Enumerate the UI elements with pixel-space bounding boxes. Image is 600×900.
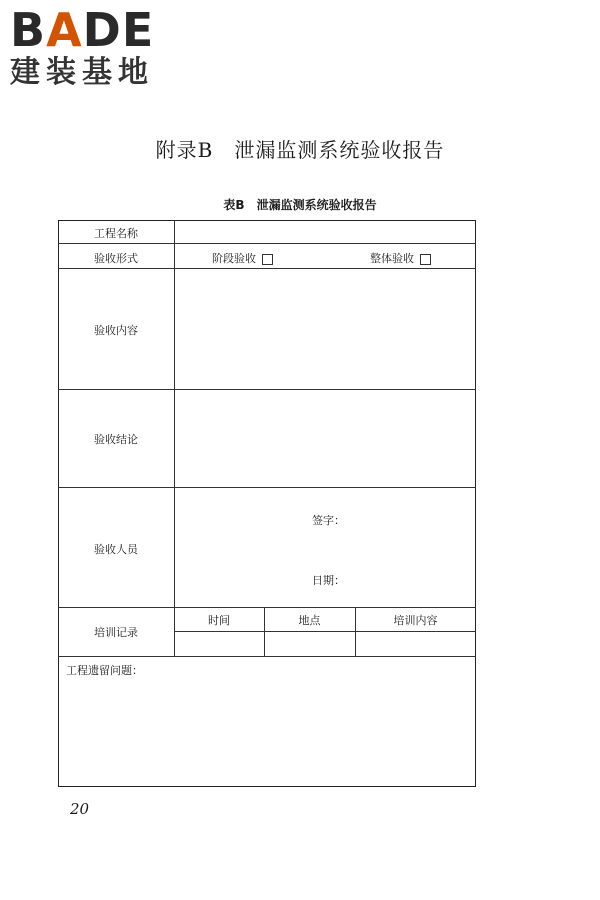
appendix-title: 附录B 泄漏监测系统验收报告	[155, 138, 445, 162]
date-label: 日期：	[312, 574, 345, 587]
row-divider	[58, 656, 476, 657]
acceptance-conclusion-label: 验收结论	[94, 433, 138, 446]
report-table	[58, 220, 476, 787]
training-col-content: 培训内容	[393, 614, 438, 627]
overall-acceptance-checkbox[interactable]	[420, 254, 431, 265]
project-name-label: 工程名称	[94, 227, 138, 240]
acceptance-type-label: 验收形式	[94, 252, 138, 265]
row-divider	[58, 243, 476, 244]
row-divider	[58, 389, 476, 390]
overall-acceptance-option[interactable]	[370, 250, 431, 266]
page-number: 20	[70, 800, 90, 818]
training-record-label: 培训记录	[94, 626, 138, 639]
training-col-location: 地点	[298, 614, 321, 627]
row-divider	[58, 487, 476, 488]
row-divider	[58, 607, 476, 608]
row-divider	[58, 268, 476, 269]
remaining-issues-label: 工程遗留问题：	[66, 664, 143, 677]
logo-subtitle: 建装基地	[10, 55, 154, 90]
logo-wordmark: BADE	[10, 3, 155, 57]
training-col-time: 时间	[208, 614, 230, 627]
acceptance-content-label: 验收内容	[94, 324, 138, 337]
bade-logo	[10, 3, 155, 90]
stage-acceptance-checkbox[interactable]	[262, 254, 273, 265]
stage-acceptance-option[interactable]	[212, 250, 273, 266]
table-caption: 表B 泄漏监测系统验收报告	[223, 198, 377, 212]
stage-acceptance-label: 阶段验收	[212, 252, 256, 265]
signature-label: 签字：	[312, 514, 345, 527]
row-divider	[174, 631, 476, 632]
overall-acceptance-label: 整体验收	[370, 252, 414, 265]
acceptance-personnel-label: 验收人员	[94, 543, 138, 556]
column-divider	[174, 220, 175, 656]
